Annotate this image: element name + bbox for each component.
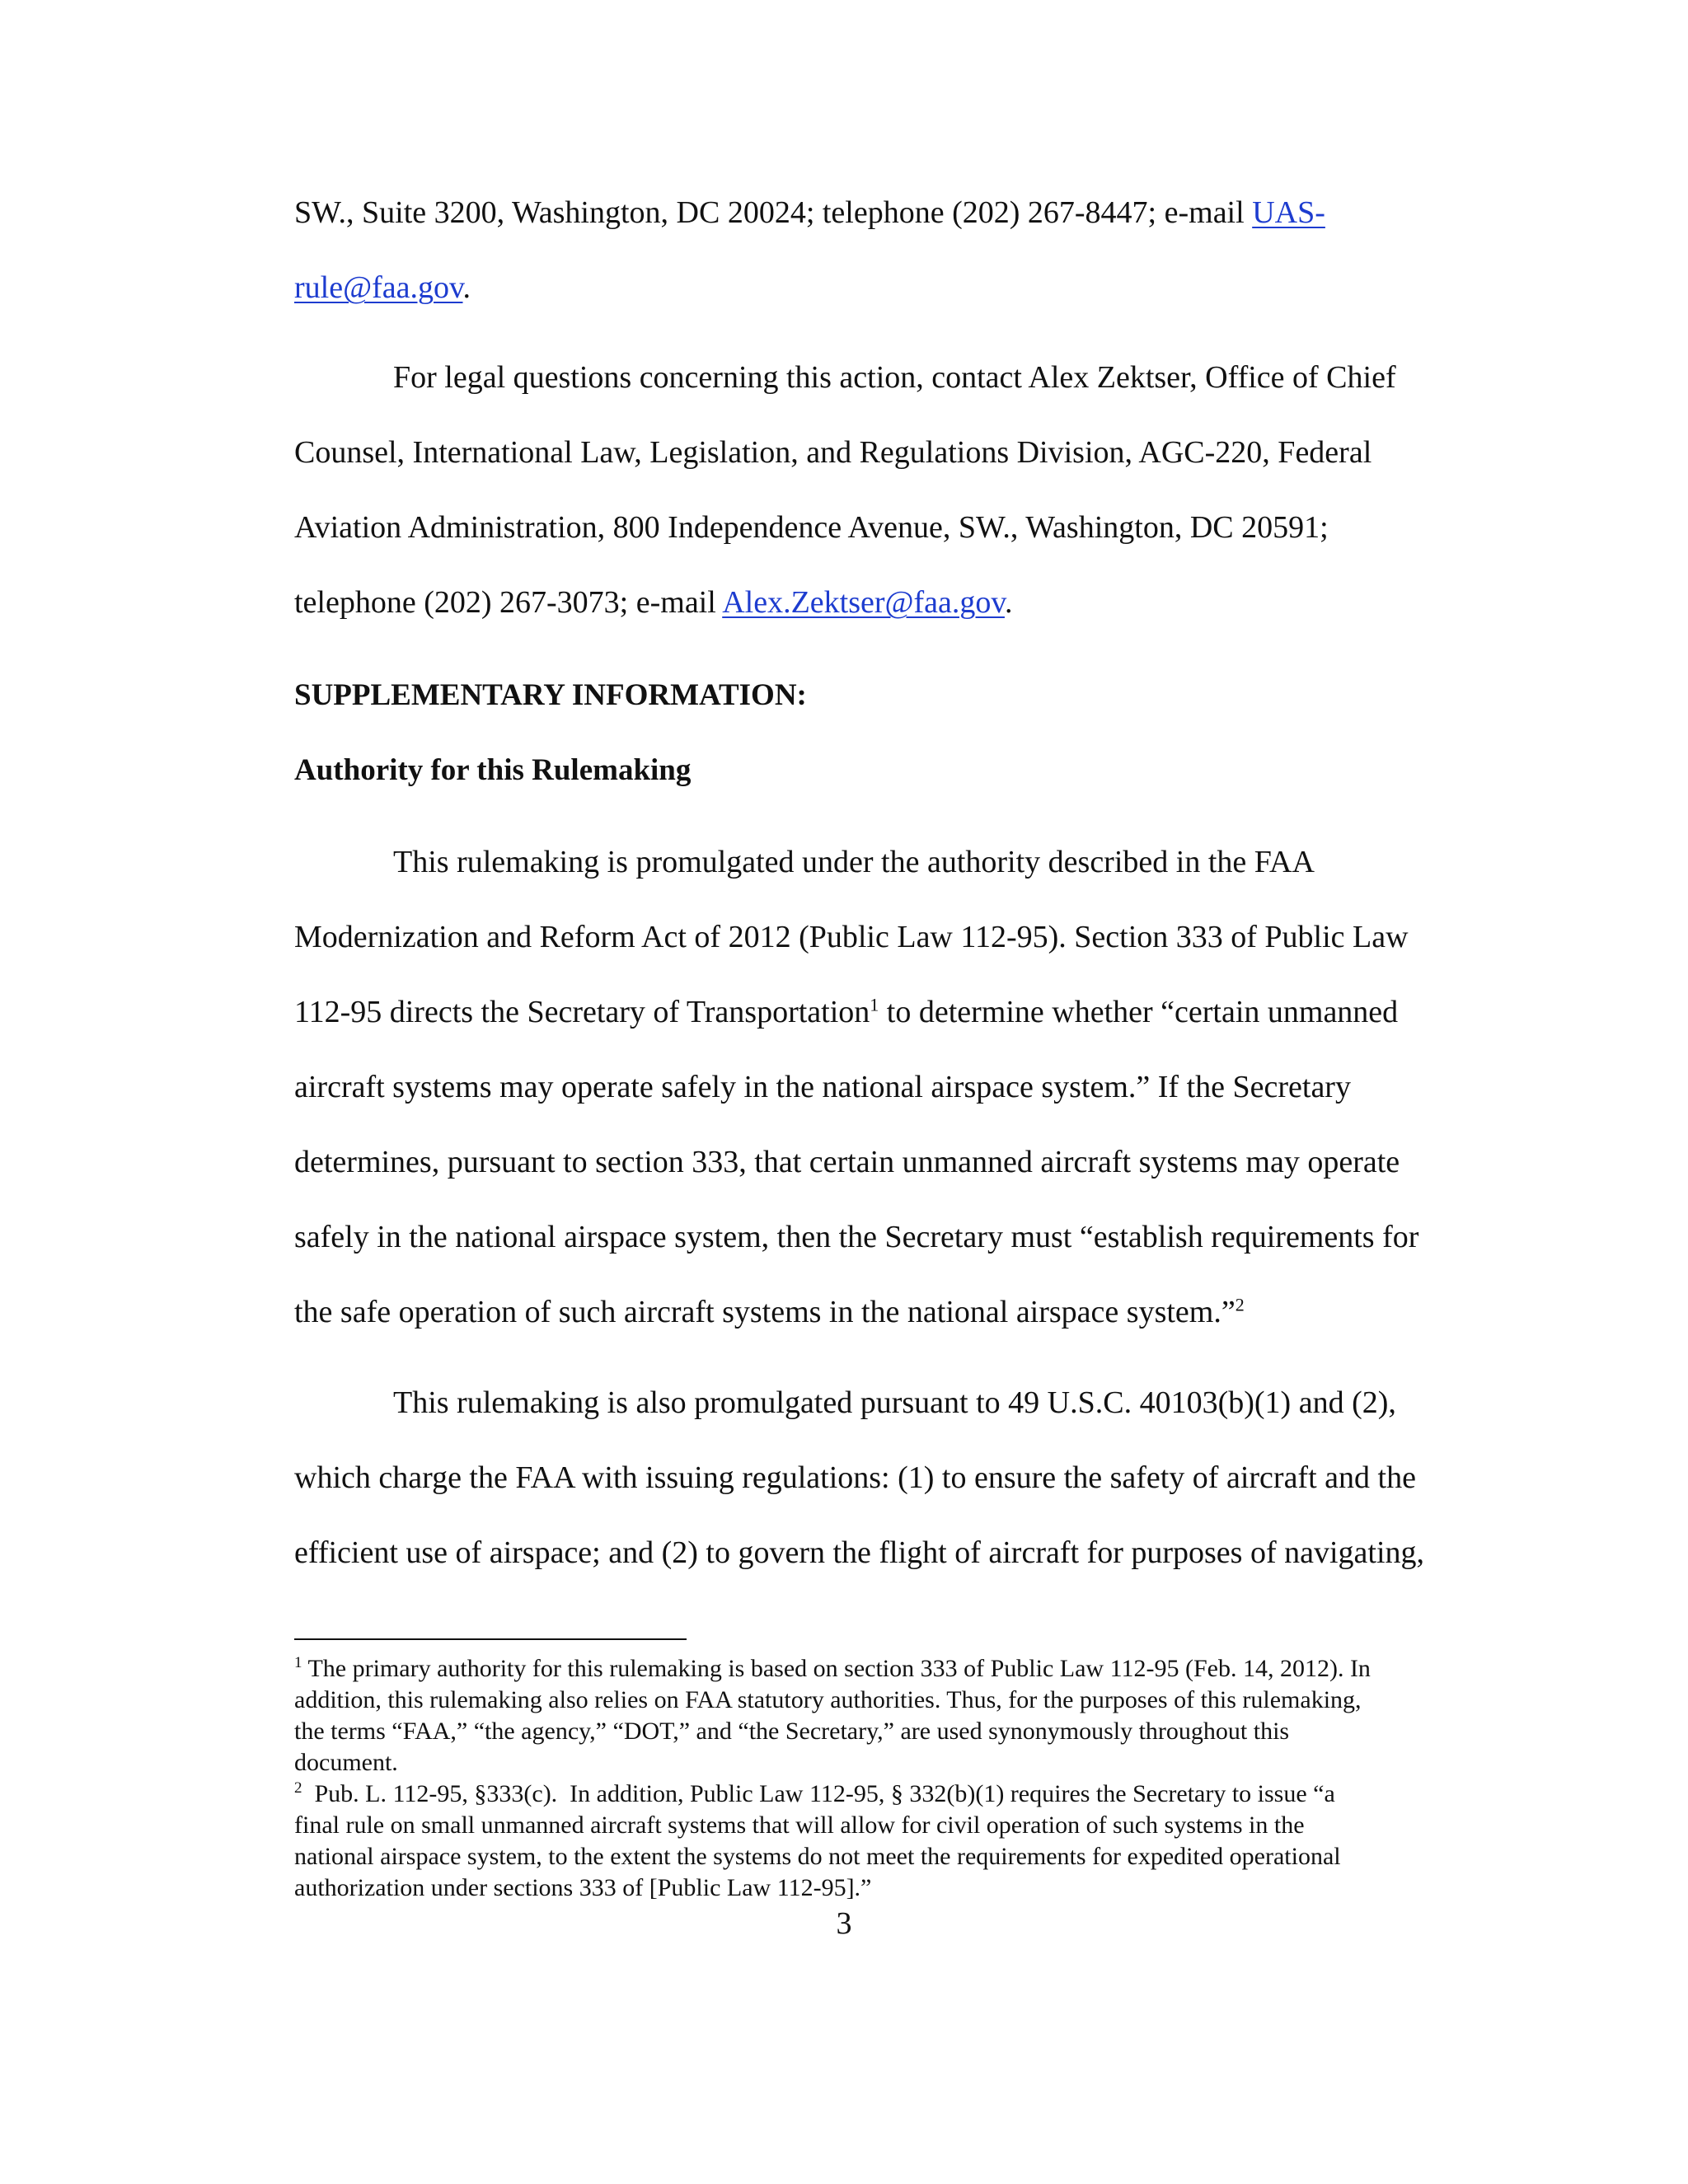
paragraph1-line-3-before: 112-95 directs the Secretary of Transportation (294, 995, 870, 1029)
paragraph1-line-2: Modernization and Reform Act of 2012 (Public Law 112-95). Section 333 of Public Law (294, 920, 1409, 954)
footnote-2-line-4: authorization under sections 333 of [Public Law 112-95].” (294, 1874, 872, 1901)
contact-line-1-text: SW., Suite 3200, Washington, DC 20024; telephone (202) 267-8447; e-mail (294, 195, 1253, 230)
footnote-1-line-3: the terms “FAA,” “the agency,” “DOT,” and “the Secretary,” are used synonymously throughout this (294, 1718, 1290, 1745)
contact-line-2-tail: . (462, 270, 471, 305)
paragraph1-line-3 (294, 994, 1398, 1030)
footnote-2-line-3: national airspace system, to the extent the systems do not meet the requirements for expedited operational (294, 1843, 1341, 1870)
paragraph1-line-1: This rulemaking is promulgated under the authority described in the FAA (393, 845, 1315, 879)
paragraph1-line-4: aircraft systems may operate safely in the national airspace system.” If the Secretary (294, 1070, 1351, 1104)
paragraph1-line-6: safely in the national airspace system, then the Secretary must “establish requirements for (294, 1220, 1419, 1254)
legal-contact-line-1: For legal questions concerning this action, contact Alex Zektser, Office of Chief (393, 360, 1396, 395)
paragraph2-line-1: This rulemaking is also promulgated pursuant to 49 U.S.C. 40103(b)(1) and (2), (393, 1385, 1396, 1420)
footnote-2-line-1 (294, 1780, 1335, 1808)
legal-contact-line-3: Aviation Administration, 800 Independence Avenue, SW., Washington, DC 20591; (294, 510, 1329, 545)
uas-email-link-part2[interactable]: rule@faa.gov (294, 270, 463, 305)
paragraph2-line-2: which charge the FAA with issuing regulations: (1) to ensure the safety of aircraft and the (294, 1460, 1416, 1495)
footnote-2-marker: 2 (294, 1779, 302, 1797)
paragraph2-line-3: efficient use of airspace; and (2) to govern the flight of aircraft for purposes of navigating, (294, 1535, 1425, 1570)
legal-contact-line-4-prefix: telephone (202) 267-3073; e-mail (294, 585, 723, 620)
contact-line-2 (294, 269, 471, 306)
zektser-email-link[interactable]: Alex.Zektser@faa.gov (722, 585, 1005, 620)
legal-contact-line-2: Counsel, International Law, Legislation, and Regulations Division, AGC-220, Federal (294, 435, 1372, 470)
footnote-1-line-1 (294, 1655, 1371, 1683)
footnote-1-line-1-text: The primary authority for this rulemaking is based on section 333 of Public Law 112-95 (Feb. 14, 2012). In (302, 1655, 1371, 1682)
page-number: 3 (836, 1906, 852, 1941)
paragraph1-line-7-before: the safe operation of such aircraft systems in the national airspace system.” (294, 1295, 1236, 1329)
uas-email-link-part1[interactable]: UAS- (1252, 195, 1325, 230)
supplementary-information-heading: SUPPLEMENTARY INFORMATION: (294, 678, 807, 712)
footnote-2-line-1-text: Pub. L. 112-95, §333(c). In addition, Public Law 112-95, § 332(b)(1) requires the Secretary to issue “a (302, 1780, 1335, 1807)
footnote-separator (294, 1638, 687, 1640)
footnote-1-marker: 1 (294, 1654, 302, 1671)
paragraph1-line-7 (294, 1294, 1245, 1330)
legal-contact-line-4-tail: . (1004, 585, 1013, 620)
footnote-ref-1[interactable]: 1 (870, 994, 879, 1015)
footnote-1-line-4: document. (294, 1749, 398, 1776)
footnote-2-line-2: final rule on small unmanned aircraft systems that will allow for civil operation of such systems in the (294, 1811, 1305, 1839)
authority-heading: Authority for this Rulemaking (294, 753, 692, 787)
paragraph1-line-5: determines, pursuant to section 333, that certain unmanned aircraft systems may operate (294, 1145, 1400, 1179)
contact-line-1 (294, 194, 1325, 231)
footnote-1-line-2: addition, this rulemaking also relies on FAA statutory authorities. Thus, for the purposes of this rulemaking, (294, 1686, 1362, 1713)
legal-contact-line-4 (294, 584, 1012, 621)
paragraph1-line-3-after: to determine whether “certain unmanned (879, 995, 1399, 1029)
footnote-ref-2[interactable]: 2 (1235, 1294, 1245, 1315)
